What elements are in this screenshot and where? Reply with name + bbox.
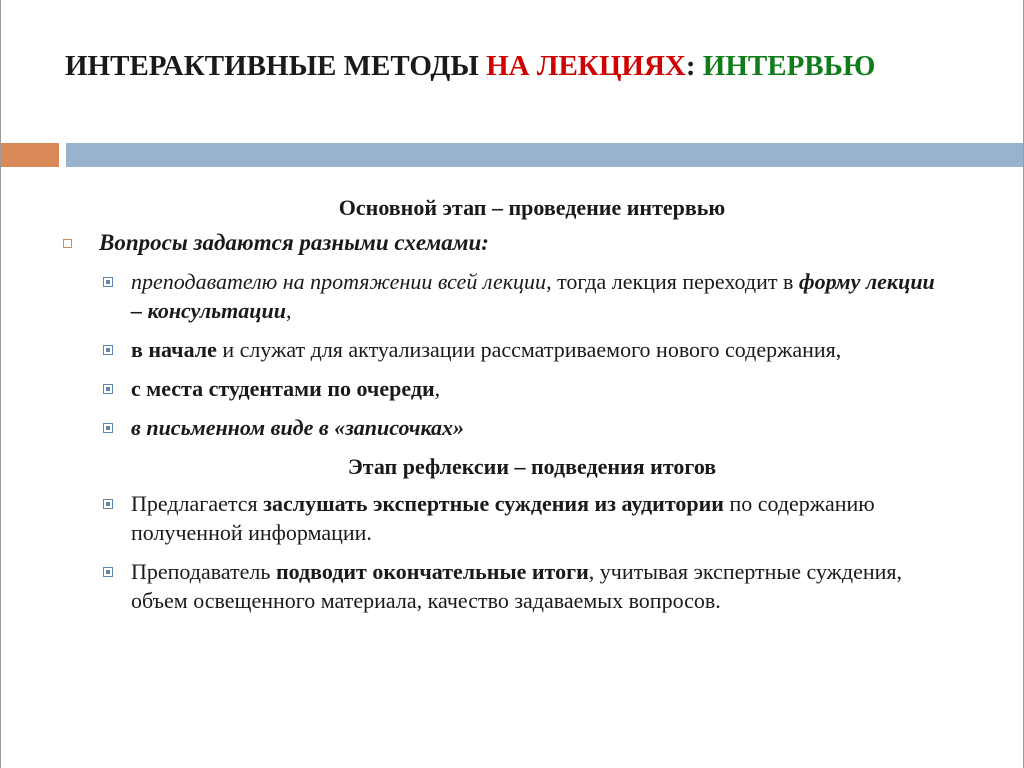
text-run: в письменном виде в «записочках» [131,415,465,440]
level1-text [99,230,489,255]
filled-square-bullet-icon [103,567,113,577]
sub-bullet-item [57,267,947,325]
text-run: преподавателю на протяжении всей лекции [131,269,547,294]
sub-bullet-item [57,335,947,364]
text-run: Предлагается [131,491,264,516]
title-part-green: ИНТЕРВЬЮ [702,50,876,82]
text-run: в начале [131,337,217,362]
text-run: Преподаватель [131,559,276,584]
reflection-bullet-item [57,489,947,547]
slide-body [57,193,947,625]
sub-item-text [131,337,841,362]
reflection-item-text [131,491,875,545]
bullet-item-level1 [57,228,947,257]
title-part-red: НА ЛЕКЦИЯХ [486,50,686,82]
text-run: и служат для актуализации рассматриваемого нового содержания, [216,337,842,362]
reflection-item-text [131,559,902,613]
text-run: форму лекции – консультации [131,269,935,323]
text-run: , [434,376,441,401]
divider-main-bar [66,143,1023,167]
divider-accent-block [1,143,59,167]
section-heading-reflection: Этап рефлексии – подведения итогов [347,454,717,479]
title-part-colon: : [685,50,703,82]
text-run: , [285,298,292,323]
text-run: подводит окончательные итоги [275,559,589,584]
sub-item-text [131,376,440,401]
header-divider [1,143,1023,167]
text-run: , учитывая экспертные суждения, объем освещенного материала, качество задаваемых вопросов. [131,559,903,613]
filled-square-bullet-icon [103,423,113,433]
sub-bullet-item [57,413,947,442]
text-run: , тогда лекция переходит в [546,269,799,294]
text-run: Вопросы задаются разными схемами: [99,230,489,255]
filled-square-bullet-icon [103,499,113,509]
text-run: заслушать экспертные суждения из аудитории [263,491,724,516]
section-heading-main-stage: Основной этап – проведение интервью [338,195,726,220]
sub-item-text [131,415,464,440]
filled-square-bullet-icon [103,384,113,394]
filled-square-bullet-icon [103,345,113,355]
text-run: с места студентами по очереди [131,376,435,401]
slide-title [65,50,965,83]
sub-bullet-item [57,374,947,403]
filled-square-bullet-icon [103,277,113,287]
title-part-black: ИНТЕРАКТИВНЫЕ МЕТОДЫ [65,50,487,82]
reflection-bullet-item [57,557,947,615]
text-run: по содержанию полученной информации. [131,491,875,545]
sub-item-text [131,269,935,323]
square-bullet-icon [63,239,72,248]
